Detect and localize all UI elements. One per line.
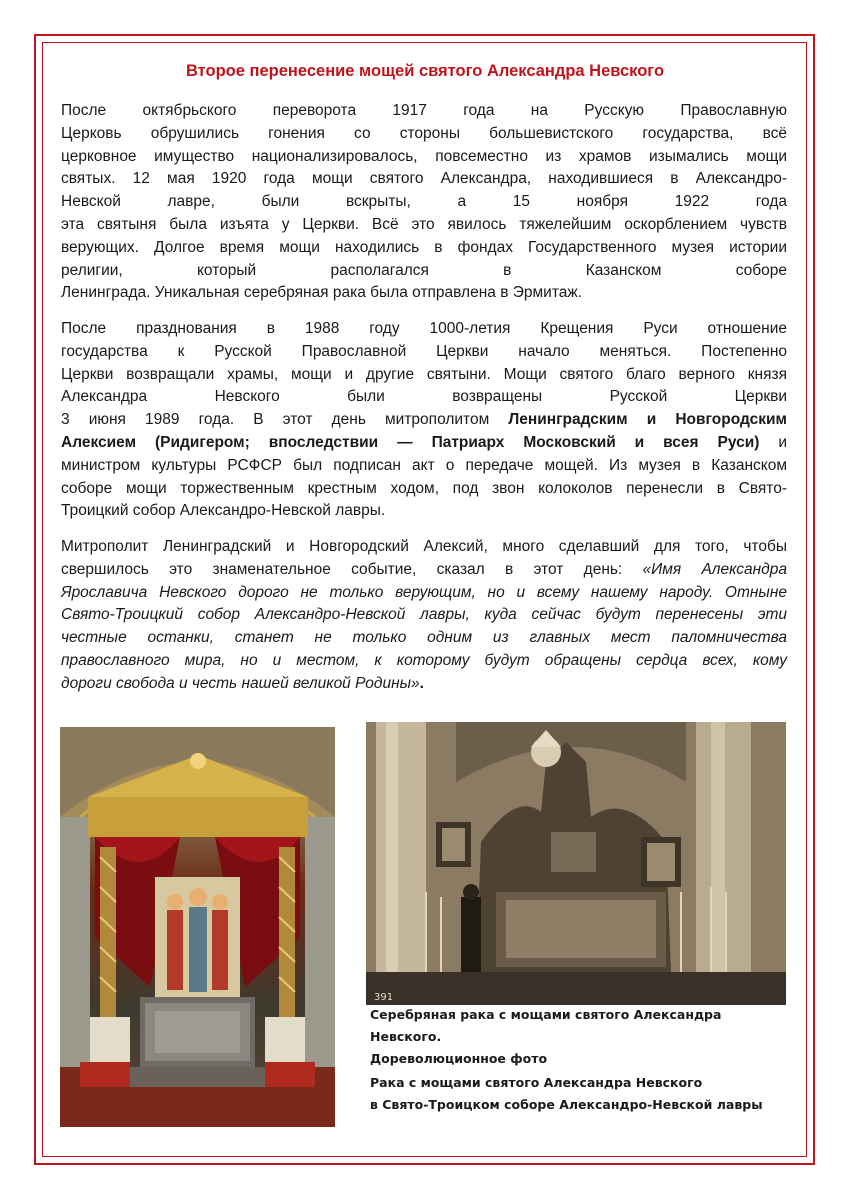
- paragraph-quote: [61, 536, 787, 696]
- bold-text: Ленинградским и Новгородским: [508, 411, 787, 429]
- page-title: Второе перенесение мощей святого Александра Невского: [185, 62, 665, 80]
- text-segment: .: [419, 674, 424, 692]
- caption-line: Дореволюционное фото: [370, 1051, 548, 1066]
- text-line: [61, 673, 787, 696]
- text-line: [61, 559, 787, 582]
- paragraph-return: [61, 318, 787, 523]
- text-line: После октябрьского переворота 1917 года на Русскую Православную: [61, 102, 787, 119]
- text-line: Ленинграда. Уникальная серебряная рака была отправлена в Эрмитаж.: [61, 284, 583, 302]
- shrine-archival-illustration: [366, 722, 786, 1005]
- text-segment: 3 июня 1989 года. В этот день митрополитом: [61, 411, 509, 429]
- text-line: религии, который располагался в Казанском соборе: [61, 261, 787, 279]
- text-line: государства к Русской Православной Церкви начало меняться. Постепенно: [61, 342, 787, 360]
- text-line: Александра Невского были возвращены Русской Церкви: [61, 388, 787, 406]
- text-line: Невской лавре, были вскрыты, а 15 ноября 1922 года: [61, 193, 787, 211]
- quote-text: дороги свобода и честь нашей великой Родины»: [61, 674, 420, 692]
- text-line: Церковь обрушились гонения со стороны большевистского государства, всё: [61, 124, 787, 142]
- photo-archive-number: 391: [374, 992, 394, 1003]
- bold-text: Алексием (Ридигером; впоследствии — Патриарх Московский и всея Руси): [61, 433, 760, 451]
- text-line: эта святыня была изъята у Церкви. Всё это явилось тяжелейшим оскорблением чувств: [61, 215, 787, 233]
- text-line: церковное имущество национализировалось, повсеместно из храмов изымались мощи: [61, 147, 787, 165]
- text-line: верующих. Долгое время мощи находились в фондах Государственного музея истории: [61, 238, 787, 256]
- text-segment: свершилось это знаменательное событие, сказал в этот день:: [61, 560, 643, 578]
- caption-line: в Свято-Троицком соборе Александро-Невской лавры: [370, 1097, 763, 1112]
- quote-text: православного мира, но и местом, к которому будут обращены сердца всех, кому: [61, 651, 787, 669]
- shrine-color-photo: [60, 727, 335, 1127]
- text-line: соборе мощи торжественным крестным ходом, под звон колоколов перенесли в Свято-: [61, 479, 787, 497]
- quote-text: Свято-Троицкий собор Александро-Невской лавры, куда сейчас будут перенесены эти: [61, 606, 787, 624]
- text-line: [61, 409, 787, 432]
- shrine-color-illustration: [60, 727, 335, 1127]
- shrine-photo-caption: [370, 1072, 790, 1116]
- text-line: Церкви возвращали храмы, мощи и другие святыни. Мощи святого благо верного князя: [61, 365, 787, 383]
- text-line: святых. 12 мая 1920 года мощи святого Александра, находившиеся в Александро-: [61, 170, 787, 188]
- caption-line: Рака с мощами святого Александра Невского: [370, 1075, 703, 1090]
- text-line: министром культуры РСФСР был подписан акт о передаче мощей. Из музея в Казанском: [61, 456, 787, 474]
- quote-text: Ярославича Невского дорого не только верующим, но и всему нашему народу. Отныне: [61, 583, 787, 601]
- text-segment: и: [759, 433, 787, 451]
- archival-photo-caption: [370, 1004, 790, 1070]
- paragraph-persecution: [61, 100, 787, 305]
- shrine-archival-photo: [366, 722, 786, 1005]
- text-line: После празднования в 1988 году 1000-летия Крещения Руси отношение: [61, 320, 787, 337]
- quote-text: честные останки, станет не только одним из главных мест паломничества: [61, 629, 787, 647]
- text-line: Троицкий собор Александро-Невской лавры.: [61, 502, 386, 520]
- text-line: Митрополит Ленинградский и Новгородский Алексий, много сделавший для того, чтобы: [61, 538, 787, 555]
- quote-text: «Имя Александра: [642, 560, 787, 578]
- text-line: [61, 432, 787, 455]
- caption-line: Серебряная рака с мощами святого Александра Невского.: [370, 1007, 722, 1044]
